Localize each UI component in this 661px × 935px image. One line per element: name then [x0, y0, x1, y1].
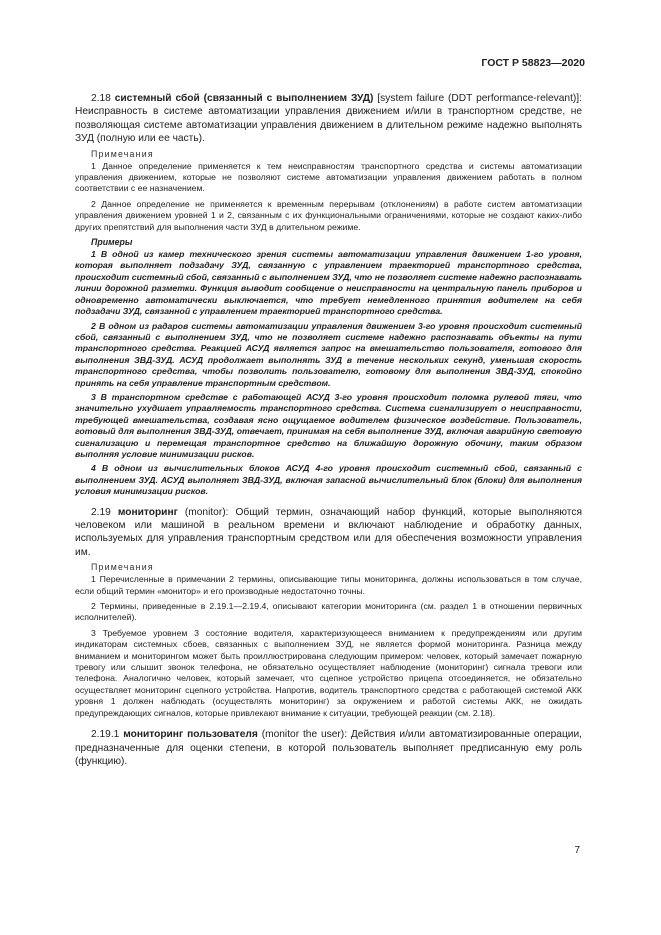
- page-content: [75, 92, 582, 768]
- section-body: [system failure (DDT performance-relevant)]: Неисправность в системе автоматизации управления движением и/или в транспортном средстве, не позволяющая системе автоматизации управления движением в длительном режиме надежно выполнять ЗУД (полную или ее часть).: [75, 93, 582, 145]
- term-system-failure: системный сбой (связанный с выполнением ЗУД): [114, 93, 374, 104]
- note-item: 2 Термины, приведенные в 2.19.1—2.19.4, описывают категории мониторинга (см. раздел 1 в отношении первичных исполнителей).: [75, 601, 582, 623]
- section-2-19: [75, 506, 582, 560]
- note-item: 2 Данное определение не применяется к временным перерывам (отклонениям) в работе систем автоматизации управления движением уровней 1 и 2, связанным с их функциональными ограничениями, которые не создают каких-либо других препятствий для выполнения части ЗУД в длительном режиме.: [75, 198, 582, 232]
- section-number: 2.18: [91, 93, 111, 104]
- example-item: 4 В одном из вычислительных блоков АСУД 4-го уровня происходит системный сбой, связанный с выполнением ЗУД. АСУД выполняет ЗВД-ЗУД, включая запасной вычислительный блок (блоки) для выполнения условия минимизации рисков.: [75, 463, 582, 497]
- section-body: (monitor the user): Действия и/или автоматизированные операции, предназначенные для оценки степени, в которой пользователь выполняет предписанную ему роль (функцию).: [75, 729, 582, 767]
- section-number: 2.19: [91, 506, 111, 518]
- standard-header: ГОСТ Р 58823—2020: [481, 57, 585, 69]
- example-item: 2 В одном из радаров системы автоматизации управления движением 3-го уровня происходит системный сбой, связанный с выполнением ЗУД, что не позволяет системе надежно распознавать объекты на пути транспортного средства. Реакцией АСУД является запрос на вмешательство пользователя, готового для выполнения ЗВД-ЗУД. АСУД продолжает выполнять ЗУД в течение нескольких секунд, уменьшая скорость транспортного средства, чтобы позволить пользователю, готовому для выполнения ЗВД-ЗУД, спокойно принять на себя управление транспортным средством.: [75, 320, 582, 388]
- term-monitor-the-user: мониторинг пользователя: [123, 729, 258, 741]
- notes-heading: Примечания: [91, 562, 154, 573]
- section-2-19-1: [75, 728, 582, 768]
- notes-heading: Примечания: [91, 148, 154, 159]
- section-number: 2.19.1: [91, 729, 120, 741]
- note-item: 3 Требуемое уровнем 3 состояние водителя, характеризующееся вниманием к предупреждениям или другим индикаторам системных сбоев, связанных с выполнением ЗУД, не является формой мониторинга. Разница между вниманием и мониторингом может быть проиллюстрирована следующим примером: человек, который замечает пожарную тревогу или слышит звонок телефона, не обязательно осуществляет наблюдение (мониторинг) сигнала тревоги или телефона. Аналогично человек, который замечает, что сцепное устройство прицепа отсоединяется, не обязательно осуществляет мониторинг сцепного устройства. Напротив, водитель транспортного средства с работающей системой АКК уровня 1 должен наблюдать (осуществлять мониторинг) за окружением и работой системы АКК, не ожидать предупреждающих сигналов, которые привлекают внимание к ситуации, требующей реакции (см. 2.18).: [75, 627, 582, 718]
- section-2-18: [75, 92, 582, 146]
- example-item: 3 В транспортном средстве с работающей АСУД 3-го уровня происходит поломка рулевой тяги, что значительно ухудшает управляемость транспортного средства. Система сигнализирует о неисправности, требующей вмешательства, создавая ясно ощущаемое водителем физическое воздействие. Пользователь, готовый для выполнения ЗВД-ЗУД, отвечает, принимая на себя выполнение ЗУД, включая аварийную световую сигнализацию и перемещая транспортное средство на ближайшую дорожную обочину, таким образом выполняя условие минимизации рисков.: [75, 391, 582, 459]
- examples-heading: Примеры: [91, 237, 133, 248]
- section-body: (monitor): Общий термин, означающий набор функций, которые выполняются человеком или машиной в реальном времени и включают наблюдение и обработку данных, используемых для управления транспортным средством или для обеспечения возможности управления им.: [75, 506, 582, 558]
- example-item: 1 В одной из камер технического зрения системы автоматизации управления движением 1-го уровня, которая выполняет подзадачу ЗУД, связанную с управлением траекторией транспортного средства, происходит системный сбой, связанный с выполнением ЗУД, что не позволяет системе надежно распознавать линии дорожной разметки. Функция выводит сообщение о неисправности на центральную панель приборов и одновременно автоматически выключается, что требует немедленного принятия водителем на себя подзадачи ЗУД, связанной с управлением траекторией транспортного средства.: [75, 249, 582, 317]
- term-monitoring: мониторинг: [117, 506, 178, 518]
- note-item: 1 Перечисленные в примечании 2 термины, описывающие типы мониторинга, должны использоваться в том случае, если общий термин «монитор» и его производные недостаточно точны.: [75, 574, 582, 596]
- page-number: 7: [574, 845, 580, 856]
- note-item: 1 Данное определение применяется к тем неисправностям транспортного средства и системы автоматизации управления движением, которые не позволяют системе автоматизации управления движением работать в полном соответствии с ее назначением.: [75, 160, 582, 194]
